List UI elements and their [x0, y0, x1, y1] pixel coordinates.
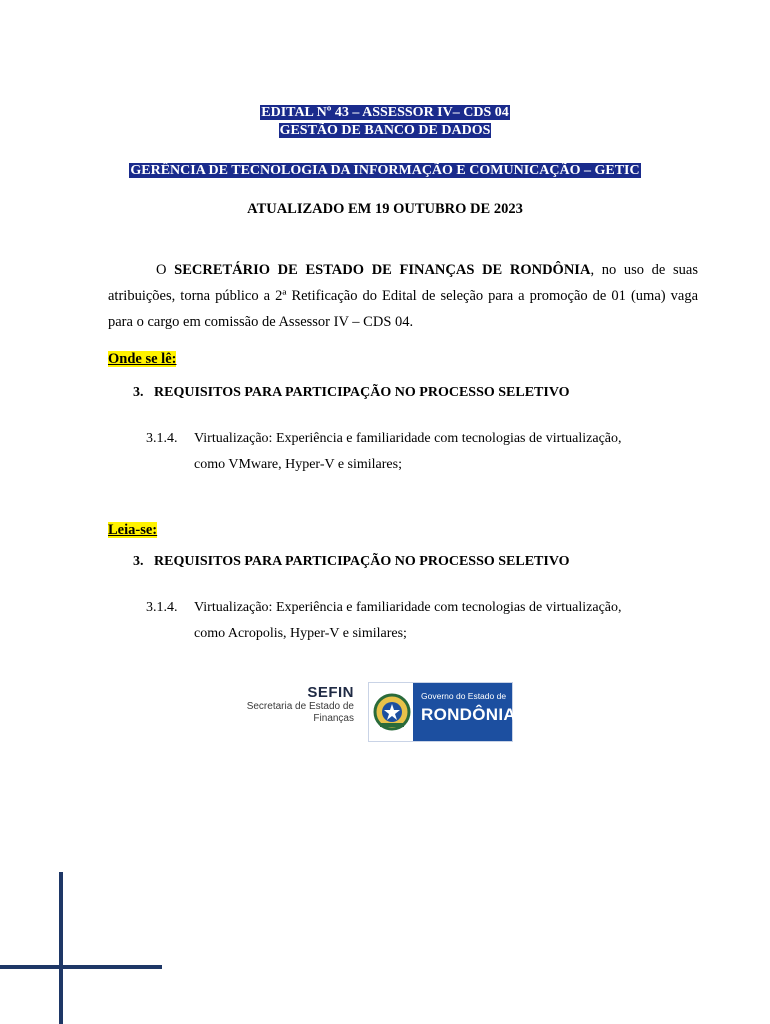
sefin-abbr: SEFIN	[307, 684, 354, 701]
item-new	[146, 595, 698, 647]
rondonia-logo	[368, 682, 516, 742]
department-wrap	[0, 162, 770, 179]
rondonia-gov-text: Governo do Estado de	[421, 691, 507, 701]
sefin-line1: Secretaria de Estado de	[246, 701, 354, 712]
section-heading-old: 3. REQUISITOS PARA PARTICIPAÇÃO NO PROCESSO SELETIVO	[133, 385, 570, 400]
edital-number: EDITAL Nº 43 – ASSESSOR IV– CDS 04	[261, 105, 509, 120]
onde-se-le-label: Onde se lê:	[108, 351, 177, 367]
section-heading-new: 3. REQUISITOS PARA PARTICIPAÇÃO NO PROCESSO SELETIVO	[133, 554, 570, 569]
item-new-line1: Virtualização: Experiência e familiaridade com tecnologias de virtualização,	[194, 600, 622, 615]
item-old-number: 3.1.4.	[146, 431, 178, 446]
intro-secretary: SECRETÁRIO DE ESTADO DE FINANÇAS DE RONDÔNIA	[174, 262, 591, 278]
rondonia-name: RONDÔNIA	[421, 705, 516, 724]
edital-title	[0, 104, 770, 121]
item-old-line1: Virtualização: Experiência e familiaridade com tecnologias de virtualização,	[194, 431, 622, 446]
intro-lead: O	[156, 262, 175, 278]
edital-subtitle-wrap	[0, 122, 770, 139]
item-new-number: 3.1.4.	[146, 600, 178, 615]
decorative-vertical-line	[59, 872, 63, 1024]
leia-se-label-wrap	[108, 522, 157, 539]
updated-date: ATUALIZADO EM 19 OUTUBRO DE 2023	[247, 201, 523, 217]
rondonia-coat-of-arms-icon	[372, 692, 412, 732]
intro-paragraph	[108, 257, 698, 335]
item-new-line2: como Acropolis, Hyper-V e similares;	[194, 626, 407, 641]
sefin-logo	[246, 684, 354, 725]
onde-se-le-label-wrap	[108, 351, 176, 368]
item-old	[146, 426, 698, 478]
edital-subtitle: GESTÃO DE BANCO DE DADOS	[279, 123, 491, 138]
intro-rest: , no uso de suas atribuições, torna público a 2ª Retificação do Edital de seleção para a promoção de 01 (uma) vaga para o cargo em comissão de Assessor IV – CDS 04.	[108, 262, 698, 330]
leia-se-label: Leia-se:	[108, 522, 158, 538]
decorative-horizontal-line	[0, 965, 162, 969]
footer-logos	[246, 680, 516, 744]
department-name: GERÊNCIA DE TECNOLOGIA DA INFORMAÇÃO E COMUNICAÇÃO – GETIC	[130, 163, 640, 178]
item-old-line2: como VMware, Hyper-V e similares;	[194, 457, 402, 472]
sefin-line2: Finanças	[313, 713, 354, 724]
